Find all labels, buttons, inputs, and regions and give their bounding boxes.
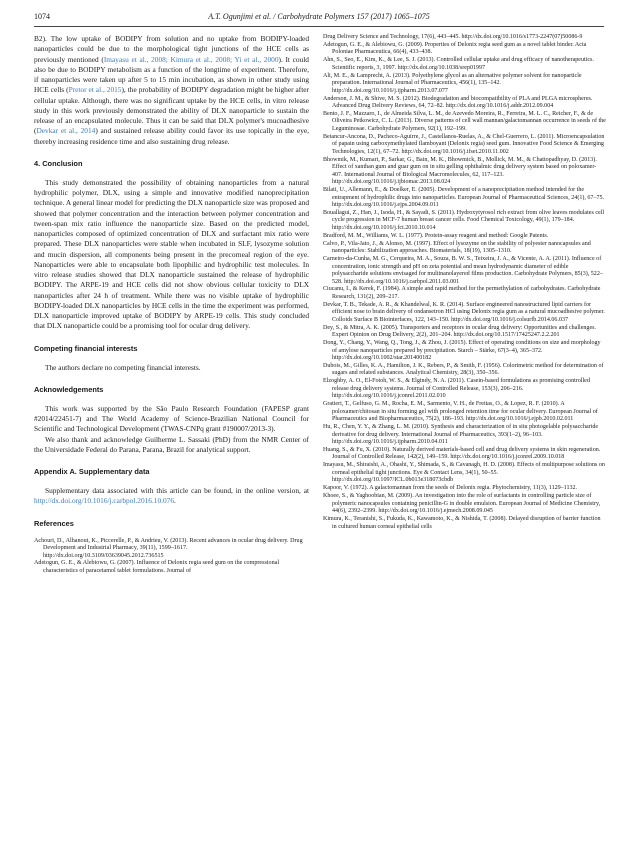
reference-item: Drug Delivery Science and Technology, 17(6), 443–445. http://dx.doi.org/10.1016/s1773-2247(07)50086-9 bbox=[323, 34, 583, 40]
appendix-paragraph: Supplementary data associated with this article can be found, in the online version, at http://dx.doi.org/10.1016/j.carbpol.2016.10.076. bbox=[34, 486, 309, 506]
reference-item: Imayasu, M., Shiraishi, A., Ohashi, Y., Shimada, S., & Cavanagh, H. D. (2008). Effects of multipurpose solutions on corneal epithelial tight junctions. Eye & Contact Lens, 34(1), 50–55. http://dx.doi.org/10.1097/ICL.0b013e318073cbdb bbox=[323, 462, 605, 484]
page-number: 1074 bbox=[34, 12, 50, 21]
citation-link[interactable]: Pretor et al., 2015 bbox=[68, 85, 122, 95]
reference-item: Dubois, M., Gilles, K. A., Hamilton, J. K., Rebers, P., & Smith, F. (1956). Colorimetric method for determination of sugars and related substances. Analytical Chemistry, 28(3), 350–356. bbox=[323, 362, 604, 377]
header-rule bbox=[34, 26, 604, 27]
reference-item: Anderson, J. M., & Shive, M. S. (2012). Biodegradation and biocompatibility of PLA and PLGA microspheres. Advanced Drug Delivery Reviews, 64, 72–82. http://dx.doi.org/10.1016/j.addr.2012.09.004 bbox=[323, 95, 593, 110]
reference-item: Hu, R., Chen, Y. Y., & Zhang, L. M. (2010). Synthesis and characterization of in situ photogelable polysaccharide derivative for drug delivery. International Journal of Pharmaceutics, 393(1–2), 96–103. http://dx.doi.org/10.1016/j.ijpharm.2010.04.011 bbox=[323, 424, 599, 446]
reference-item: Kapoor, V. (1972). A galactomannan from the seeds of Delonix regia. Phytochemistry, 11(3), 1129–1132. bbox=[323, 485, 578, 492]
citation-link[interactable]: Devkar et al., 2014 bbox=[36, 126, 96, 136]
reference-item: Achouri, D., Alhanout, K., Piccerelle, P., & Andrieu, V. (2013). Recent advances in ocular drug delivery. Drug Development and Industrial Pharmacy, 39(11), 1599–1617. http://dx.doi.org/10.3109/03639045.2012.736515 bbox=[34, 537, 303, 559]
right-column-references bbox=[323, 34, 606, 531]
reference-item: Bhowmik, M., Kumari, P., Sarkar, G., Bain, M. K., Bhowmick, B., Mollick, M. M., & Chattopadhyay, D. (2013). Effect of xanthan gum and guar gum on in situ gelling ophthalmic drug delivery system based on poloxamer-407. International Journal of Biological Macromolecules, 62, 117–123. http://dx.doi.org/10.1016/j.ijbiomac.2013.08.024 bbox=[323, 156, 597, 186]
section-heading-references: References bbox=[34, 518, 74, 528]
body-paragraph: B2). The low uptake of BODIPY from solution and no uptake from BODIPY-loaded nanoparticles could be due to the morphological tight junctions of the HCE cells as previously mentioned (Imayasu et al., 2008; Kimura et al., 2008; Yi et al., 2000). It could also be due to BODIPY metabolism as a function of the longtime of experiment. Therefore, if nanoparticles were taken up after 5 to 15 min incubation, as shown in other study using HCE cells (Pretor et al., 2015), the probability of BODIPY degradation might be higher after cellular uptake. Although, there was no significant uptake by the HCE cells, in vitro release study in this work previously demonstrated the ability of DLX nanoparticle to sustain the release of an encapsulated molecule. Thus it can be said that DLX polymer's mucoadhesive (Devkar et al., 2014) and sustained release ability could favor its use topically in the eye, thereby increasing residence time and also sustaining drug release. bbox=[34, 34, 309, 146]
section-heading-acknowledgements: Acknowledgements bbox=[34, 384, 104, 394]
ack-paragraph: This work was supported by the São Paulo Research Foundation (FAPESP grant #2014/22451-7) and The World Academy of Science-Brazilian National Council for Scientific and Technological Development (TWAS-CNPq grant #190007/2013-3). bbox=[34, 403, 309, 434]
reference-item: Dong, Y., Chang, Y., Wang, Q., Tong, J., & Zhou, J. (2015). Effect of operating conditions on size and morphology of amylose nanoparticles prepared by precipitation. Starch – Stärke, 67(3–4), 365–372. http://dx.doi.org/10.1002/star.201400182 bbox=[323, 340, 601, 362]
section-heading-competing: Competing financial interests bbox=[34, 343, 138, 353]
reference-item: Ali, M. E., & Lamprecht, A. (2013). Polyethylene glycol as an alternative polymer solvent for nanoparticle preparation. International Journal of Pharmaceutics, 456(1), 135–142. http://dx.doi.org/10.1016/j.ijpharm.2013.07.077 bbox=[323, 72, 582, 94]
running-title: A.T. Ogunjimi et al. / Carbohydrate Polymers 157 (2017) 1065–1075 bbox=[208, 12, 430, 21]
reference-item: Adetogun, G. E., & Alebiowu, G. (2009). Properties of Delonix regia seed gum as a novel tablet binder. Acta Poloniae Pharmaceutica, 66(4), 433–438. bbox=[323, 41, 587, 56]
competing-paragraph: The authors declare no competing financial interests. bbox=[45, 362, 201, 372]
reference-item: Bouallagui, Z., Han, J., Isoda, H., & Sayadi, S. (2011). Hydroxytyrosol rich extract from olive leaves modulates cell cycle progression in MCF-7 human breast cancer cells. Food Chemical Toxicology, 49(1), 179–184. http://dx.doi.org/10.1016/j.fct.2010.10.014 bbox=[323, 209, 605, 231]
reference-item: Calvo, P., Vila-Jato, J., & Alonso, M. (1997). Effect of lysozyme on the stability of polyester nanocapsules and nanoparticles: Stabilization approaches. Biomaterials, 18(19), 1305–1310. bbox=[323, 240, 591, 255]
reference-item: Kimura, K., Teranishi, S., Fukuda, K., Kawamoto, K., & Nishida, T. (2008). Delayed disruption of barrier function in cultured human corneal epithelial cells bbox=[323, 516, 601, 530]
section-heading-conclusion: 4. Conclusion bbox=[34, 158, 83, 168]
reference-item: Adetogun, G. E., & Alebiowu, G. (2007). Influence of Delonix regia seed gum on the compressional characteristics of paracetamol tablet formulations. Journal of bbox=[34, 560, 280, 574]
reference-item: Dey, S., & Mitra, A. K. (2005). Transporters and receptors in ocular drug delivery: Opportunities and challenges. Expert Opinion on Drug Delivery, 2(2), 201–204. http://dx.doi.org/10.1517/17425247.2.2.201 bbox=[323, 324, 597, 339]
supplementary-link[interactable]: http://dx.doi.org/10.1016/j.carbpol.2016.10.076 bbox=[34, 496, 175, 506]
section-heading-appendix: Appendix A. Supplementary data bbox=[34, 467, 150, 476]
reference-item: Khoee, S., & Yaghoobian, M. (2009). An investigation into the role of surfactants in controlling particle size of polymeric nanocapsules containing penicillin-G in double emulsion. European Journal of Medicine Chemistry, 44(6), 2392–2399. http://dx.doi.org/10.1016/j.ejmech.2008.09.045 bbox=[323, 493, 601, 515]
left-reference-list bbox=[34, 538, 309, 576]
reference-item: Ahn, S., Seo, E., Kim, K., & Lee, S. J. (2013). Controlled cellular uptake and drug efficacy of nanotherapeutics. Scientific reports, 3, 1997. http://dx.doi.org/10.1038/srep01997 bbox=[323, 57, 594, 71]
reference-item: Betancur-Ancona, D., Pacheco-Aguirre, J., Castellanos-Ruelas, A., & Chel-Guerrero, L. (2011). Microencapsulation of papain using carboxymethylated flamboyant (Delonix regia) seed gum. Innovative Food Science & Emerging Technologies, 12(1), 67–72. http://dx.doi.org/10.1016/j.ifset.2010.11.002 bbox=[323, 133, 605, 155]
conclusion-paragraph: This study demonstrated the possibility of obtaining nanoparticles from a natural hydrophilic polymer, DLX, using a simple and innovative modified nanoprecipitation technique. A general linear model for predicting the DLX nanoparticle size was proposed and showed that polymer concentration and the interaction between polymer concentration and tween-span mix ratio influence the nanoparticle size. Based on the predicted model, nanoparticles composed of optimized concentration of DLX and surfactant mix ratio were prepared. These DLX nanoparticles were stable when incubated in SLF, lysozyme solution and mucin dispersion, all components being present in the precorneal region of the eye. Nanoparticles were able to encapsulate both lipophilic and hydrophilic test molecules. In vitro release studies showed that DLX nanoparticle sustained the release of hydrophilic BODIPY. The ARPE-19 and HCE cells did not show obvious cellular toxicity to DLX nanoparticles after 24 h of treatment. While there was no visible uptake of hydrophilic BODIPY-loaded DLX nanoparticles by HCE cells in the time the experiment was performed, DLX nanoparticle improved uptake of BODIPY by ARPE-19 cells. This study concluded that DLX nanoparticle could be a promising tool for ocular drug delivery. bbox=[34, 177, 309, 331]
reference-item: Bento, J. F., Mazzaro, I., de Almeida Silva, L. M., de Azevedo Moreira, R., Ferreira, M. L. C., Reicher, F., & de Oliveira Petkowicz, C. L. (2013). Diverse patterns of cell wall mannan/galactomannan occurrence in seeds of the Leguminosae. Carbohydrate Polymers, 92(1), 192–199. bbox=[323, 111, 606, 132]
reference-item: Bilati, U., Allemann, E., & Doelker, E. (2005). Development of a nanoprecipitation method intended for the entrapment of hydrophilic drugs into nanoparticles. European Journal of Pharmaceutical Sciences, 24(1), 67–75. http://dx.doi.org/10.1016/j.ejps.2004.09.011 bbox=[323, 187, 605, 208]
reference-item: Elzoghby, A. O., El-Fotoh, W. S., & Elgindy, N. A. (2011). Casein-based formulations as promising controlled release drug delivery systems. Journal of Controlled Release, 153(3), 206–216. http://dx.doi.org/10.1016/j.jconrel.2011.02.010 bbox=[323, 378, 590, 400]
reference-item: Gratieri, T., Gelfuso, G. M., Rocha, E. M., Sarmento, V. H., de Freitas, O., & Lopez, R. F. (2010). A poloxamer/chitosan in situ forming gel with prolonged retention time for ocular delivery. European Journal of Pharmaceutics and Biopharmaceutics, 75(2), 186–193. http://dx.doi.org/10.1016/j.ejpb.2010.02.011 bbox=[323, 401, 598, 423]
reference-item: Bradford, M. M., Williams, W. L. (1977). Protein-assay reagent and method: Google Patents. bbox=[323, 232, 549, 239]
reference-item: Carneiro-da-Cunha, M. G., Cerqueira, M. A., Souza, B. W. S., Teixeira, J. A., & Vicente, A. A. (2011). Influence of concentration, ionic strength and pH on zeta potential and mean hydrodynamic diameter of edible polysaccharide solutions envisaged for multinanolayered films production. Carbohydrate Polymers, 85(3), 522–528. http://dx.doi.org/10.1016/j.carbpol.2011.03.001 bbox=[323, 256, 603, 285]
reference-item: Devkar, T. B., Tekade, A. R., & Khandelwal, K. R. (2014). Surface engineered nanostructured lipid carriers for efficient nose to brain delivery of ondansetron HCl using Delonix regia gum as a natural mucoadhesive polymer. Colloids Surface B Biointerfaces, 122, 143–150. http://dx.doi.org/10.1016/j.colsurfb.2014.06.037 bbox=[323, 301, 605, 323]
ack-paragraph: We also thank and acknowledge Guilherme L. Sassaki (PhD) from the NMR Center of the Universidade Federal do Parana, Parana, Brazil for analytical support. bbox=[34, 434, 309, 454]
left-column bbox=[34, 34, 309, 575]
reference-item: Ciucanu, I., & Kerek, F. (1984). A simple and rapid method for the permethylation of carbohydrates. Carbohydrate Research, 131(2), 209–217. bbox=[323, 286, 601, 300]
page-header bbox=[34, 10, 604, 24]
citation-link[interactable]: Imayasu et al., 2008; Kimura et al., 2008; Yi et al., 2000 bbox=[103, 54, 279, 64]
reference-item: Huang, S., & Fu, X. (2010). Naturally derived materials-based cell and drug delivery systems in skin regeneration. Journal of Controlled Release, 142(2), 149–159. http://dx.doi.org/10.1016/j.jconrel.2009.10.018 bbox=[323, 446, 601, 461]
